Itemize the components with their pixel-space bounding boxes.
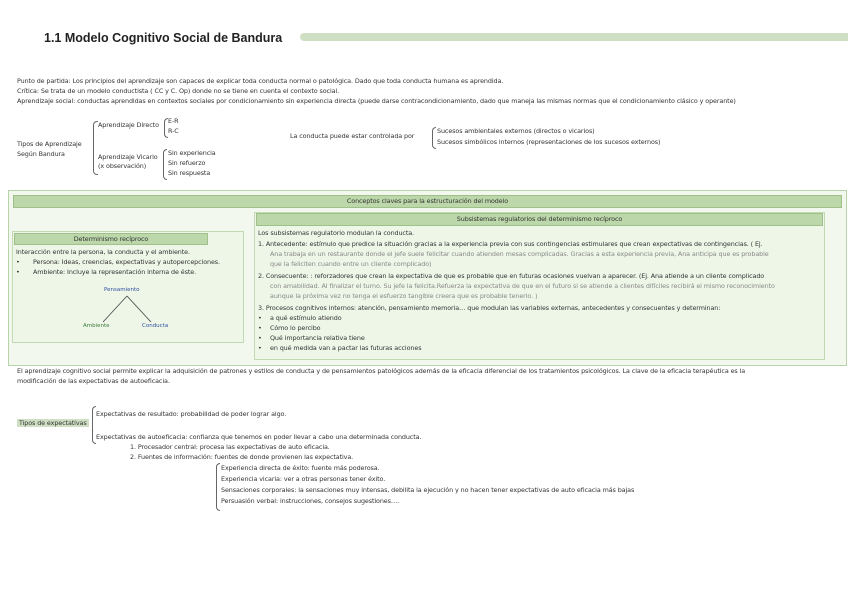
conducta-item: Sucesos ambientales externos (directos o vicarios) [437, 127, 595, 135]
bullet-icon: • [258, 344, 262, 352]
fuente-item: Experiencia directa de éxito: fuente más poderosa. [221, 464, 380, 472]
title-bar-decoration [300, 33, 848, 41]
determinismo-bullet: Persona: Ideas, creencias, expectativas y autopercepciones. [33, 258, 220, 266]
bullet-icon: • [258, 334, 262, 342]
subsistemas-header: Subsistemas regulatorios del determinismo recíproco [256, 213, 823, 226]
expectativas-resultado: Expectativas de resultado: probabilidad de poder lograr algo. [96, 410, 287, 418]
diagram-conducta: Conducta [142, 323, 169, 329]
vicario-item: Sin respuesta [168, 169, 211, 177]
subsistema-procesos: 3. Procesos cognitivos internos: atención, pensamiento memoria… que modulan las variables externas, antecedentes y consecuentes y determinan: [258, 304, 721, 312]
subsistemas-intro: Los subsistemas regulatorio modulan la conducta. [258, 229, 414, 237]
page-title: 1.1 Modelo Cognitivo Social de Bandura [44, 31, 283, 45]
determinismo-bullet: Ambiente: Incluye la representación interna de éste. [33, 268, 197, 276]
subsistema-consecuente-ejemplo-2: aunque la próxima vez no tenga el esfuerzo tangible creera que es probable tenerlo. ) [270, 292, 538, 300]
procesos-bullet: Cómo lo percibo [270, 324, 321, 332]
fuente-item: Sensaciones corporales: la sensaciones muy intensas, debilita la ejecución y no hacen tener expectativas de auto eficacia más bajas [221, 486, 635, 494]
procesos-bullet: en qué medida van a pactar las futuras acciones [270, 344, 422, 352]
determinismo-intro: Interacción entre la persona, la conducta y el ambiente. [16, 248, 190, 256]
tipos-aprendizaje-label-1: Tipos de Aprendizaje [17, 140, 82, 148]
procesador-central: 1. Procesador central: procesa las expectativas de auto eficacia. [130, 443, 330, 451]
bullet-icon: • [16, 268, 20, 276]
diagram-pensamiento: Pensamiento [104, 287, 140, 293]
aprendizaje-cognitivo-1: El aprendizaje cognitivo social permite explicar la adquisición de patrones y estilos de conducta y de pensamientos patológicos además de la eficacia diferencial de los tratamientos psicológicos. La clave de la eficacia terapéutica es la [17, 367, 746, 375]
subsistema-consecuente-ejemplo: con amabilidad. Al finalizar el turno. Su jefe la felicita.Refuerza la expectativa de que en el futuro si se atiende a clientes difíciles recibirá el mismo reconocimiento [270, 282, 775, 290]
intro-punto-partida: Punto de partida: Los principios del aprendizaje son capaces de explicar toda conducta normal o patológica. Dado que toda conducta humana es aprendida. [17, 77, 504, 85]
procesos-bullet: Qué importancia relativa tiene [270, 334, 365, 342]
subsistema-antecedente-ejemplo: Ana trabaja en un restaurante donde el jefe suele felicitar cuando atienden mesas complicadas. Gracias a esta experiencia previa, Ana anticipa que es probable [270, 250, 769, 258]
conducta-item: Sucesos simbólicos internos (representaciones de los sucesos externos) [437, 138, 661, 146]
subsistema-antecedente-ejemplo-2: que la feliciten cuando entre un cliente complicado) [270, 260, 432, 268]
aprendizaje-vicario: Aprendizaje Vicario [98, 153, 158, 161]
fuentes-informacion: 2. Fuentes de información: fuentes de donde provienen las expectativa. [130, 453, 354, 461]
fuente-item: Experiencia vicaria: ver a otras personas tener éxito. [221, 475, 386, 483]
bullet-icon: • [258, 324, 262, 332]
diagram-ambiente: Ambiente [83, 323, 110, 329]
brace-conducta [432, 127, 436, 149]
intro-aprendizaje-social: Aprendizaje social: conductas aprendidas en contextos sociales por condicionamiento sin experiencia directa (puede darse contracondicionamiento, dado que maneja las mismas normas que el condicionamiento clásico y operante) [17, 97, 736, 105]
brace-fuentes [216, 463, 220, 511]
expectativas-autoeficacia: Expectativas de autoeficacia: confianza que tenemos en poder llevar a cabo una determinada conducta. [96, 433, 422, 441]
directo-item: R-C [168, 127, 179, 135]
conducta-label: La conducta puede estar controlada por [290, 132, 415, 140]
conceptos-header: Conceptos claves para la estructuración del modelo [13, 195, 842, 208]
bullet-icon: • [258, 314, 262, 322]
triangle-diagram [95, 294, 165, 326]
determinismo-header: Determinismo recíproco [14, 233, 208, 245]
procesos-bullet: a qué estímulo atiendo [270, 314, 342, 322]
fuente-item: Persuasión verbal: instrucciones, consejos sugestiones…. [221, 497, 400, 505]
vicario-item: Sin experiencia [168, 149, 216, 157]
bullet-icon: • [16, 258, 20, 266]
aprendizaje-vicario-sub: (x observación) [98, 162, 147, 170]
intro-critica: Crítica: Se trata de un modelo conductista ( CC y C. Op) donde no se tiene en cuenta el contexto social. [17, 87, 340, 95]
vicario-item: Sin refuerzo [168, 159, 206, 167]
aprendizaje-cognitivo-2: modificación de las expectativas de autoeficacia. [17, 377, 170, 385]
expectativas-label: Tipos de expectativas [19, 419, 87, 427]
subsistema-consecuente: 2. Consecuente: : reforzadores que crean la expectativa de que es probable que en futuras ocasiones vuelvan a aparecer. (Ej. Ana atiende a un cliente complicado [258, 272, 765, 280]
subsistema-antecedente: 1. Antecedente: estímulo que predice la situación gracias a la experiencia previa con sus contingencias estimulares que crean expectativas de contingencias. ( Ej. [258, 240, 763, 248]
brace-vicario [163, 149, 167, 180]
directo-item: E-R [168, 117, 179, 125]
aprendizaje-directo: Aprendizaje Directo [98, 121, 159, 129]
tipos-aprendizaje-label-2: Según Bandura [17, 150, 65, 158]
